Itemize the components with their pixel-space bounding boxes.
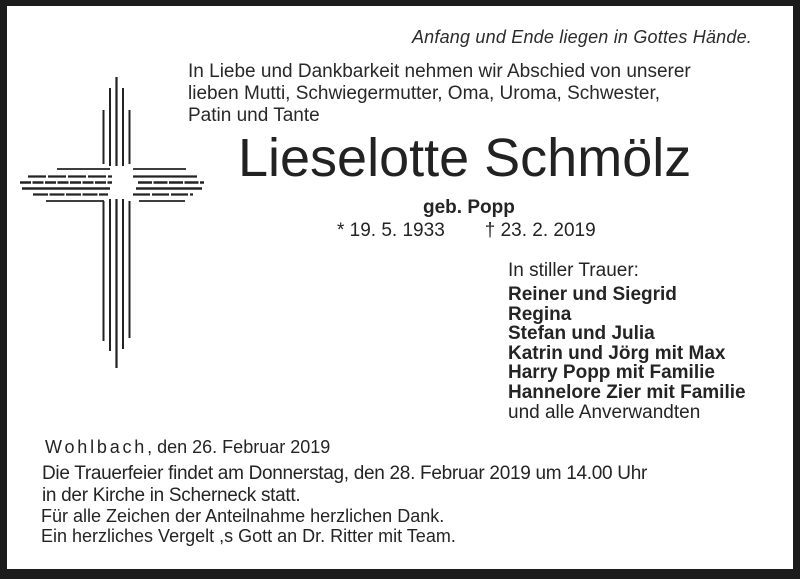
place-name: Wohlbach — [45, 437, 148, 457]
death-date: † 23. 2. 2019 — [484, 220, 596, 241]
funeral-line: in der Kirche in Scherneck statt. — [42, 484, 301, 506]
thanks-line: Für alle Zeichen der Anteilnahme herzlichen Dank. — [41, 506, 445, 526]
maiden-name: geb. Popp — [423, 197, 515, 218]
place-dateline — [45, 437, 330, 458]
intro-line: Patin und Tante — [188, 105, 320, 126]
birth-date: * 19. 5. 1933 — [337, 220, 445, 241]
mourner-name: Reiner und Siegrid — [508, 284, 677, 305]
mourners-list — [508, 285, 746, 422]
mourner-name: Regina — [508, 303, 572, 325]
funeral-info — [42, 463, 647, 506]
mourner-name: Harry Popp mit Familie — [508, 362, 715, 384]
thanks-note — [41, 506, 456, 547]
intro-line: In Liebe und Dankbarkeit nehmen wir Abschied von unserer — [188, 61, 691, 82]
deceased-name: Lieselotte Schmölz — [238, 128, 692, 188]
life-dates — [337, 220, 596, 242]
intro-line: lieben Mutti, Schwiegermutter, Oma, Uroma, Schwester, — [188, 83, 661, 104]
funeral-line: Die Trauerfeier findet am Donnerstag, den 28. Februar 2019 um 14.00 Uhr — [42, 463, 647, 484]
mourner-name: Stefan und Julia — [508, 323, 655, 345]
motto-text: Anfang und Ende liegen in Gottes Hände. — [411, 27, 752, 47]
dateline-rest: , den 26. Februar 2019 — [147, 437, 331, 457]
mourning-header: In stiller Trauer: — [508, 260, 639, 281]
mourner-name: Hannelore Zier mit Familie — [508, 381, 746, 403]
intro-paragraph — [188, 61, 691, 127]
thanks-line: Ein herzliches Vergelt ,s Gott an Dr. Ritter mit Team. — [41, 526, 456, 547]
cross-icon — [15, 72, 210, 377]
mourner-name: Katrin und Jörg mit Max — [508, 342, 726, 364]
mourners-footer: und alle Anverwandten — [508, 401, 701, 423]
